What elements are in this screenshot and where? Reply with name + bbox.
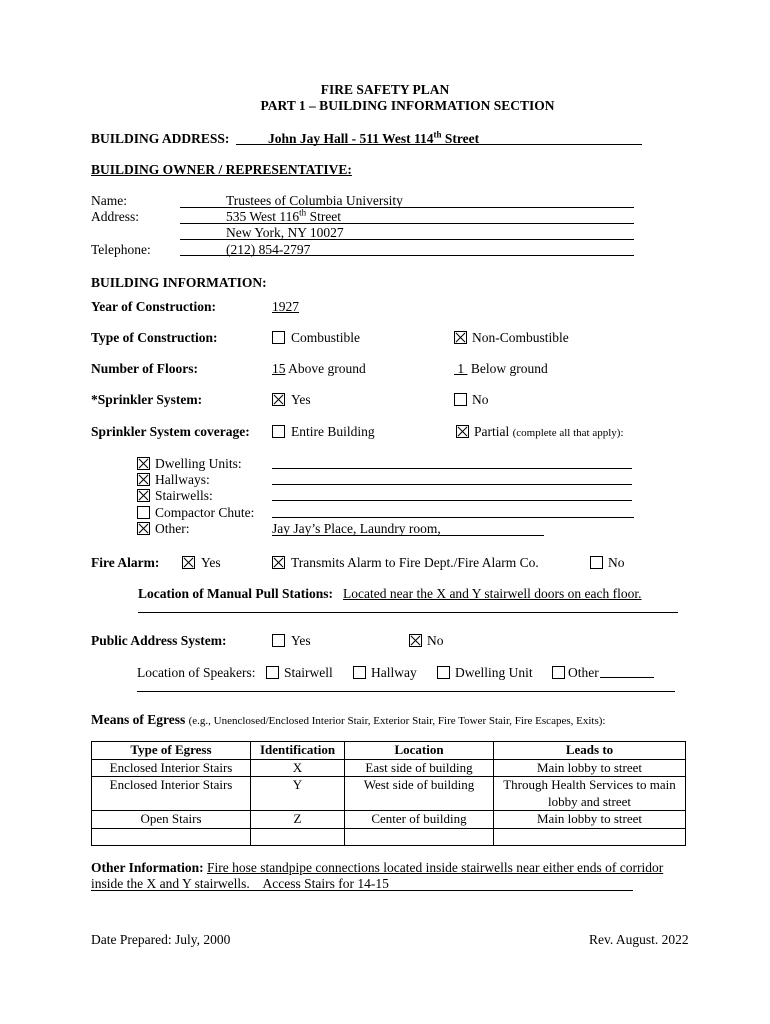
transmits-alarm-label: Transmits Alarm to Fire Dept./Fire Alarm Co. (291, 555, 539, 570)
fire-alarm-label: Fire Alarm: (91, 555, 160, 570)
fire-alarm-yes-checkbox[interactable] (182, 556, 195, 569)
floors-above[interactable]: 15 Above ground (272, 361, 366, 376)
revision-date: Rev. August. 2022 (589, 932, 689, 947)
egress-table (91, 741, 686, 846)
egress-cell[interactable]: Main lobby to street (494, 811, 686, 829)
hallways-label: Hallways: (155, 472, 210, 487)
entire-building-checkbox[interactable] (272, 425, 285, 438)
egress-cell[interactable]: Enclosed Interior Stairs (92, 759, 251, 777)
egress-cell[interactable]: East side of building (345, 759, 494, 777)
pull-stations-value[interactable]: Located near the X and Y stairwell doors on each floor. (343, 586, 642, 601)
fire-alarm-no-label: No (608, 555, 625, 570)
pa-system-label: Public Address System: (91, 633, 227, 648)
table-row (92, 759, 686, 777)
sprinkler-label: *Sprinkler System: (91, 392, 203, 407)
other-info-underline-2 (91, 890, 633, 891)
combustible-label: Combustible (291, 330, 361, 345)
floors-below[interactable]: 1 Below ground (454, 361, 548, 376)
stairwells-checkbox[interactable] (137, 489, 150, 502)
pa-no-label: No (427, 633, 444, 648)
speakers-hallway-label: Hallway (371, 665, 417, 680)
dwelling-units-line[interactable] (272, 468, 632, 469)
egress-col-identification: Identification (251, 742, 345, 760)
type-label: Type of Construction: (91, 330, 218, 345)
egress-cell[interactable] (251, 828, 345, 845)
pa-yes-checkbox[interactable] (272, 634, 285, 647)
compactor-checkbox[interactable] (137, 506, 150, 519)
telephone-label: Telephone: (91, 242, 151, 257)
speakers-dwelling-label: Dwelling Unit (455, 665, 533, 680)
speakers-stairwell-checkbox[interactable] (266, 666, 279, 679)
partial-checkbox[interactable] (456, 425, 469, 438)
egress-header-row (92, 742, 686, 760)
speakers-dwelling-checkbox[interactable] (437, 666, 450, 679)
egress-cell[interactable]: West side of building (345, 777, 494, 811)
pa-yes-label: Yes (291, 633, 311, 648)
egress-cell[interactable]: Y (251, 777, 345, 811)
other-coverage-label: Other: (155, 521, 190, 536)
pa-no-checkbox[interactable] (409, 634, 422, 647)
address-value-1[interactable]: 535 West 116th Street (226, 207, 342, 224)
fire-alarm-yes-label: Yes (201, 555, 221, 570)
sprinkler-yes-checkbox[interactable] (272, 393, 285, 406)
speakers-other-checkbox[interactable] (552, 666, 565, 679)
name-label: Name: (91, 193, 127, 208)
egress-label: Means of Egress (e.g., Unenclosed/Enclosed Interior Stair, Exterior Stair, Fire Tower Stair, Fire Escapes, Exits): (91, 712, 606, 727)
speakers-label: Location of Speakers: (137, 665, 256, 680)
egress-cell[interactable]: Enclosed Interior Stairs (92, 777, 251, 811)
sprinkler-yes-label: Yes (291, 392, 311, 407)
dwelling-units-checkbox[interactable] (137, 457, 150, 470)
other-info-value-1[interactable]: Fire hose standpipe connections located inside stairwells near either ends of corridor (207, 860, 664, 875)
egress-cell[interactable]: Main lobby to street (494, 759, 686, 777)
speakers-hallway-checkbox[interactable] (353, 666, 366, 679)
dwelling-units-label: Dwelling Units: (155, 456, 242, 471)
egress-cell[interactable]: Z (251, 811, 345, 829)
compactor-label: Compactor Chute: (155, 505, 255, 520)
stairwells-label: Stairwells: (155, 488, 213, 503)
egress-col-location: Location (345, 742, 494, 760)
other-info-line-1: Other Information: Fire hose standpipe connections located inside stairwells near either ends of corridor (91, 860, 664, 875)
egress-cell[interactable]: Center of building (345, 811, 494, 829)
table-row (92, 811, 686, 829)
name-value[interactable]: Trustees of Columbia University (226, 193, 403, 208)
table-row (92, 828, 686, 845)
sprinkler-no-label: No (472, 392, 489, 407)
speakers-other-line[interactable] (600, 677, 654, 678)
year-label: Year of Construction: (91, 299, 216, 314)
non-combustible-checkbox[interactable] (454, 331, 467, 344)
egress-cell[interactable] (494, 828, 686, 845)
address-value-2[interactable]: New York, NY 10027 (226, 225, 344, 240)
compactor-line[interactable] (272, 517, 634, 518)
telephone-value[interactable]: (212) 854-2797 (226, 242, 311, 257)
partial-label: Partial (complete all that apply): (474, 424, 624, 439)
form-subtitle: PART 1 – BUILDING INFORMATION SECTION (260, 98, 555, 113)
speakers-location-line[interactable] (137, 691, 675, 692)
stairwells-line[interactable] (272, 500, 632, 501)
hallways-checkbox[interactable] (137, 473, 150, 486)
speakers-stairwell-label: Stairwell (284, 665, 333, 680)
egress-col-type: Type of Egress (92, 742, 251, 760)
egress-cell[interactable]: X (251, 759, 345, 777)
other-coverage-checkbox[interactable] (137, 522, 150, 535)
egress-col-leads-to: Leads to (494, 742, 686, 760)
building-address-value[interactable]: John Jay Hall - 511 West 114th Street (268, 129, 480, 146)
fire-alarm-no-checkbox[interactable] (590, 556, 603, 569)
combustible-checkbox[interactable] (272, 331, 285, 344)
sprinkler-no-checkbox[interactable] (454, 393, 467, 406)
non-combustible-label: Non-Combustible (472, 330, 569, 345)
owner-heading: BUILDING OWNER / REPRESENTATIVE: (91, 162, 352, 177)
other-coverage-value[interactable]: Jay Jay’s Place, Laundry room, (272, 521, 441, 536)
coverage-label: Sprinkler System coverage: (91, 424, 250, 439)
date-prepared: Date Prepared: July, 2000 (91, 932, 231, 947)
other-info-line-2[interactable]: inside the X and Y stairwells. Access Stairs for 14-15 (91, 876, 389, 891)
floors-label: Number of Floors: (91, 361, 198, 376)
form-title: FIRE SAFETY PLAN (320, 82, 450, 97)
building-info-heading: BUILDING INFORMATION: (91, 275, 267, 290)
building-address-label: BUILDING ADDRESS: (91, 131, 230, 146)
egress-cell[interactable] (345, 828, 494, 845)
egress-cell[interactable] (92, 828, 251, 845)
entire-building-label: Entire Building (291, 424, 375, 439)
pull-stations-line (138, 612, 678, 613)
egress-cell[interactable]: Open Stairs (92, 811, 251, 829)
hallways-line[interactable] (272, 484, 632, 485)
transmits-alarm-checkbox[interactable] (272, 556, 285, 569)
table-row (92, 777, 686, 811)
egress-cell[interactable]: Through Health Services to main lobby and street (494, 777, 686, 811)
pull-stations-label: Location of Manual Pull Stations: (138, 586, 334, 601)
year-value[interactable]: 1927 (272, 299, 299, 314)
speakers-other-label: Other (568, 665, 599, 680)
address-label: Address: (91, 209, 139, 224)
